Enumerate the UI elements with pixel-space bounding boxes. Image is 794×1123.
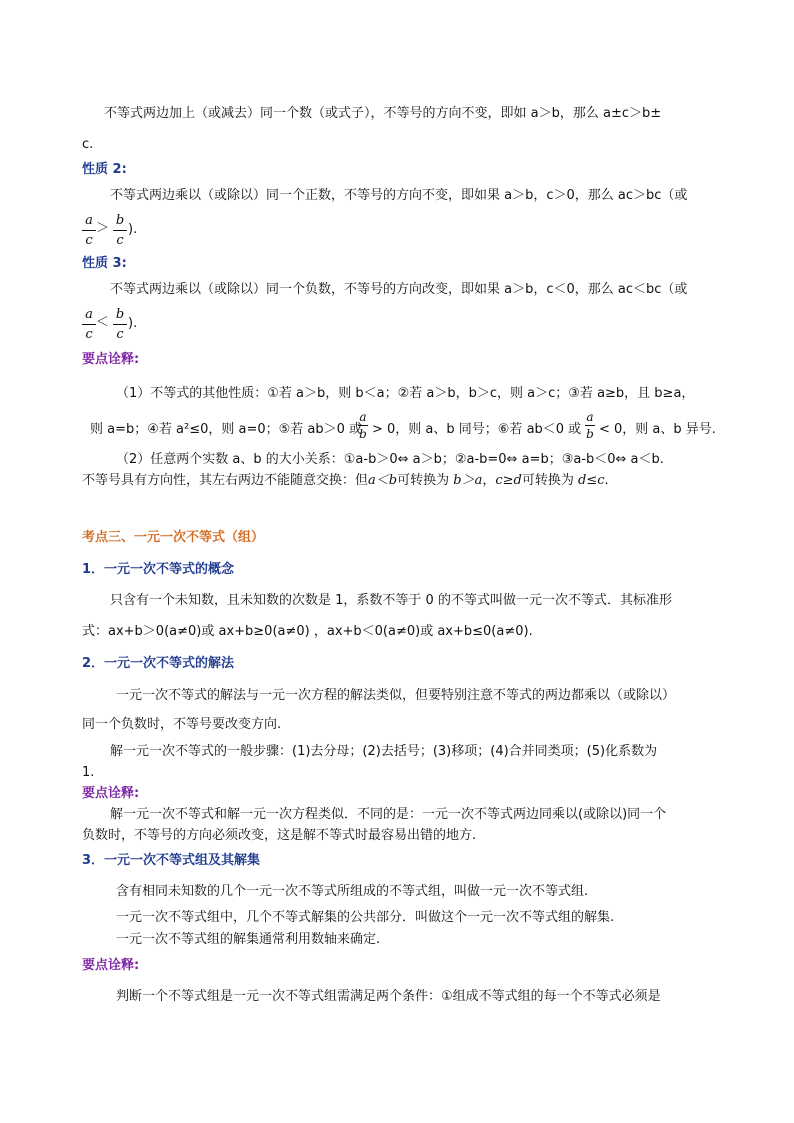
paragraph-line: （2）任意两个实数 a、b 的大小关系：①a-b＞0⇔ a＞b；②a-b=0⇔ a=b；③a-b＜0⇔ a＜b. — [116, 452, 664, 467]
paragraph-line: 不等式两边乘以（或除以）同一个负数，不等号的方向改变，即如果 a＞b，c＜0，那么 ac＜bc（或 — [110, 282, 688, 297]
paragraph-line — [82, 471, 609, 491]
text-segment: 可转换为 — [521, 473, 574, 488]
paragraph-line: c. — [82, 137, 94, 152]
key-notes-heading: 要点诠释: — [82, 786, 140, 801]
less-sign: ＜ — [96, 315, 110, 330]
paragraph-line: > 0，则 a、b 同号；⑥若 ab＜0 或 — [372, 422, 582, 437]
math-expr: b＞a — [453, 473, 483, 488]
paragraph-line: 式：ax+b＞0(a≠0)或 ax+b≥0(a≠0) ，ax+b＜0(a≠0)或 ax+b≤0(a≠0). — [82, 624, 533, 639]
math-expr: a＜b — [368, 473, 398, 488]
math-expr: d≤c — [578, 473, 605, 488]
fraction-b-over-c: b c — [113, 212, 127, 249]
paragraph-line: 则 a=b；④若 a²≤0，则 a=0；⑤若 ab＞0 或 — [90, 422, 363, 437]
text-segment: 不等号具有方向性，其左右两边不能随意交换：但 — [82, 473, 369, 488]
fraction-a-over-b: a b — [359, 410, 367, 441]
paragraph-line: 判断一个不等式组是一元一次不等式组需满足两个条件：①组成不等式组的每一个不等式必须是 — [116, 989, 661, 1004]
fraction-a-over-b: a b — [586, 410, 594, 441]
subsection-heading-1: 1．一元一次不等式的概念 — [82, 562, 235, 577]
greater-sign: ＞ — [96, 221, 110, 236]
text-segment: 可转换为 — [397, 473, 450, 488]
paragraph-line: 解一元一次不等式和解一元一次方程类似．不同的是：一元一次不等式两边同乘以(或除以)同一个 — [110, 807, 667, 822]
text-segment: ， — [482, 473, 496, 488]
subsection-heading-2: 2．一元一次不等式的解法 — [82, 656, 235, 671]
paragraph-line: 不等式两边乘以（或除以）同一个正数，不等号的方向不变，即如果 a＞b，c＞0，那么 ac＞bc（或 — [110, 188, 688, 203]
key-notes-heading: 要点诠释: — [82, 958, 140, 973]
text-segment: . — [604, 473, 609, 488]
paragraph-line: 只含有一个未知数，且未知数的次数是 1，系数不等于 0 的不等式叫做一元一次不等式．其标准形 — [110, 593, 672, 608]
paragraph-line: 1. — [82, 765, 95, 780]
math-expr: c≥d — [495, 473, 522, 488]
property-3-heading: 性质 3: — [82, 256, 127, 271]
key-notes-heading: 要点诠释: — [82, 352, 140, 367]
property-2-heading: 性质 2: — [82, 162, 127, 177]
paragraph-line: 一元一次不等式组中，几个不等式解集的公共部分．叫做这个一元一次不等式组的解集. — [116, 910, 615, 925]
section-heading-kaodian-3: 考点三、一元一次不等式（组） — [82, 530, 265, 545]
paragraph-line: ). — [128, 222, 138, 237]
fraction-b-over-c: b c — [113, 306, 127, 343]
fraction-a-over-c: a c — [82, 306, 96, 343]
paragraph-line: < 0，则 a、b 异号. — [599, 422, 716, 437]
paragraph-line: 解一元一次不等式的一般步骤：(1)去分母；(2)去括号；(3)移项；(4)合并同类项；(5)化系数为 — [110, 744, 658, 759]
paragraph-line: 一元一次不等式组的解集通常利用数轴来确定. — [116, 932, 381, 947]
subsection-heading-3: 3．一元一次不等式组及其解集 — [82, 853, 261, 868]
fraction-a-over-c: a c — [82, 212, 96, 249]
paragraph-line: 不等式两边加上（或减去）同一个数（或式子），不等号的方向不变，即如 a＞b，那么 a±c＞b± — [104, 106, 662, 121]
paragraph-line: ). — [128, 316, 138, 331]
paragraph-line: （1）不等式的其他性质：①若 a＞b，则 b＜a；②若 a＞b，b＞c，则 a＞c；③若 a≥b，且 b≥a， — [116, 386, 695, 401]
paragraph-line: 负数时，不等号的方向必须改变，这是解不等式时最容易出错的地方. — [82, 828, 477, 843]
paragraph-line: 一元一次不等式的解法与一元一次方程的解法类似，但要特别注意不等式的两边都乘以（或除以） — [116, 688, 676, 703]
paragraph-line: 同一个负数时，不等号要改变方向. — [82, 717, 282, 732]
paragraph-line: 含有相同未知数的几个一元一次不等式所组成的不等式组，叫做一元一次不等式组. — [116, 884, 589, 899]
